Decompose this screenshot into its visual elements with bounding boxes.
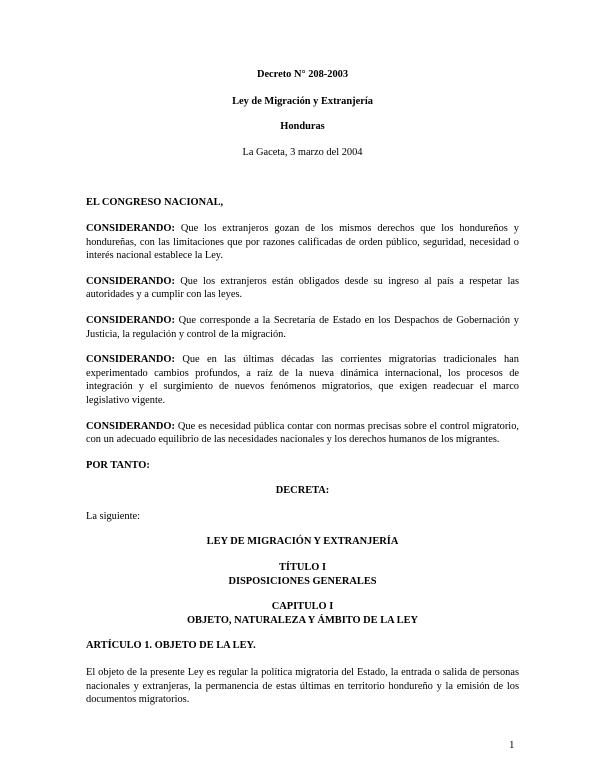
- page-number: 1: [509, 739, 515, 751]
- country-name: Honduras: [280, 121, 325, 133]
- article-text: El objeto de la presente Ley es regular la política migratoria del Estado, la entrada o salida de personas nacionales y extranjeras, la permanencia de estas últimas en territorio hondureño y la emisión de los documentos migratorios.: [86, 667, 519, 706]
- capitulo-name: OBJETO, NATURALEZA Y ÁMBITO DE LA LEY: [186, 614, 419, 626]
- law-heading: LEY DE MIGRACIÓN Y EXTRANJERÍA: [206, 536, 399, 548]
- decreta-heading: DECRETA:: [275, 485, 330, 497]
- considerando-label: CONSIDERANDO:: [86, 354, 175, 366]
- titulo-heading: [86, 561, 519, 588]
- decree-number: Decreto N° 208-2003: [256, 69, 349, 80]
- titulo-name: DISPOSICIONES GENERALES: [228, 575, 377, 587]
- considerando-4: [86, 353, 519, 407]
- considerando-label: CONSIDERANDO:: [86, 275, 175, 287]
- congress-heading: EL CONGRESO NACIONAL,: [86, 197, 224, 209]
- document-page: [86, 68, 519, 707]
- titulo-number: TÍTULO I: [278, 562, 327, 574]
- la-siguiente-text: La siguiente:: [86, 510, 140, 522]
- law-title: Ley de Migración y Extranjería: [232, 95, 373, 107]
- considerando-text: Que en las últimas décadas las corrientes migratorias tradicionales han experimentado cambios profundos, a raíz de la nueva dinámica internacional, los procesos de integración y el surgimiento de nuevos fenómenos migratorios, que exigen readecuar el marco legislativo vigente.: [86, 354, 519, 406]
- capitulo-heading: [86, 600, 519, 627]
- considerando-1: [86, 222, 519, 263]
- por-tanto-heading: POR TANTO:: [86, 459, 150, 471]
- considerando-3: [86, 314, 519, 341]
- article-heading: ARTÍCULO 1. OBJETO DE LA LEY.: [86, 640, 256, 652]
- capitulo-number: CAPITULO I: [271, 601, 334, 613]
- considerando-text: Que los extranjeros gozan de los mismos derechos que los hondureños y hondureñas, con las limitaciones que por razones calificadas de orden público, seguridad, necesidad o interés nacional establece la Ley.: [86, 222, 519, 262]
- considerando-label: CONSIDERANDO:: [86, 420, 175, 432]
- considerando-label: CONSIDERANDO:: [86, 222, 175, 234]
- gazette-date: La Gaceta, 3 marzo del 2004: [242, 146, 363, 158]
- considerando-text: Que los extranjeros están obligados desde su ingreso al país a respetar las autoridades y a cumplir con las leyes.: [86, 275, 519, 301]
- considerando-text: Que es necesidad pública contar con normas precisas sobre el control migratorio, con un adecuado equilibrio de las necesidades nacionales y los derechos humanos de los migrantes.: [86, 420, 519, 446]
- considerando-text: Que corresponde a la Secretaría de Estado en los Despachos de Gobernación y Justicia, la regulación y control de la migración.: [86, 314, 519, 340]
- considerando-label: CONSIDERANDO:: [86, 314, 175, 326]
- considerando-2: [86, 275, 519, 302]
- considerando-5: [86, 420, 519, 447]
